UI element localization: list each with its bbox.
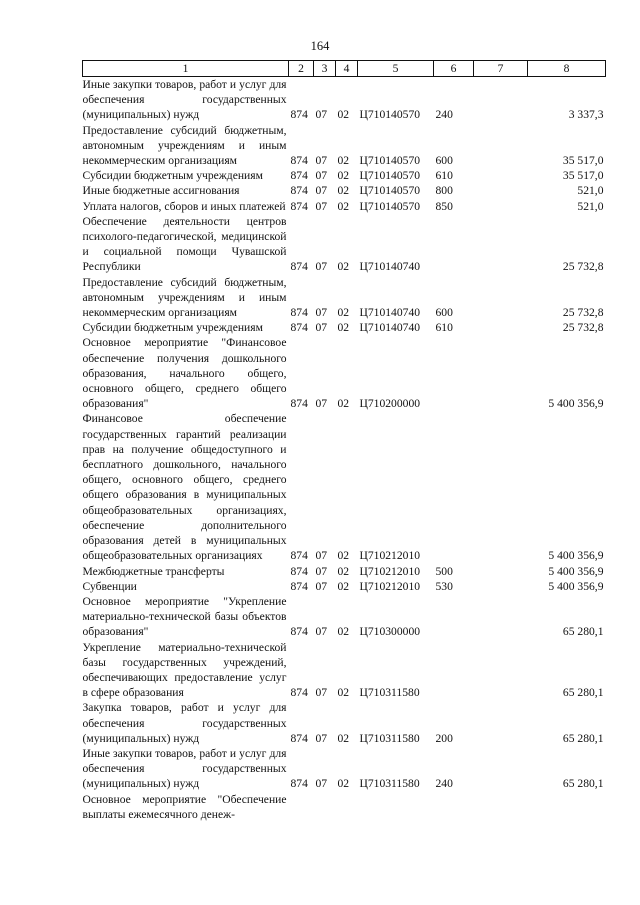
section-code: 07 <box>315 397 328 411</box>
ministry-code: 874 <box>290 154 308 168</box>
ministry-code: 874 <box>290 306 308 320</box>
amount-value <box>528 792 606 822</box>
subsection-code: 02 <box>337 397 350 411</box>
table-row <box>83 579 606 594</box>
subsection-code: 02 <box>337 731 350 745</box>
section-code: 07 <box>315 108 328 122</box>
subsection-code: 02 <box>337 777 350 791</box>
column-7-value <box>474 123 528 169</box>
page-number: 164 <box>310 39 330 53</box>
table-row <box>83 275 606 321</box>
target-article-code: Ц710200000 <box>359 397 421 411</box>
row-name: Субвенции <box>82 579 137 593</box>
row-name: Закупка товаров, работ и услуг для обеспечения государственных (муниципальных) нужд <box>82 701 287 745</box>
row-name: Субсидии бюджетным учреждениям <box>82 321 263 335</box>
column-7-value <box>474 640 528 701</box>
subsection-code: 02 <box>337 549 350 563</box>
table-row <box>83 700 606 746</box>
subsection-code: 02 <box>337 686 350 700</box>
expense-type-code: 610 <box>435 169 453 183</box>
subsection-code: 02 <box>337 306 350 320</box>
ministry-code: 874 <box>290 564 308 578</box>
section-code: 07 <box>315 199 328 213</box>
table-row <box>83 77 606 123</box>
target-article-code: Ц710140570 <box>359 108 421 122</box>
target-article-code: Ц710140570 <box>359 169 421 183</box>
table-row <box>83 411 606 563</box>
table-row <box>83 214 606 275</box>
target-article-code: Ц710140570 <box>359 154 421 168</box>
row-name: Иные закупки товаров, работ и услуг для обеспечения государственных (муниципальных) нужд <box>82 746 287 791</box>
target-article-code: Ц710212010 <box>359 579 421 593</box>
column-header: 3 <box>314 61 336 77</box>
column-7-value <box>474 275 528 321</box>
amount-value: 65 280,1 <box>562 777 604 791</box>
expense-type-code <box>434 214 474 275</box>
ministry-code: 874 <box>290 731 308 745</box>
section-code: 07 <box>315 549 328 563</box>
ministry-code <box>289 792 314 822</box>
amount-value: 3 337,3 <box>568 108 604 122</box>
column-number-row <box>83 61 606 77</box>
row-name: Основное мероприятие "Укрепление материально-технической базы объектов образования" <box>82 594 287 639</box>
column-7-value <box>474 792 528 822</box>
column-header: 8 <box>528 61 606 77</box>
column-7-value <box>474 320 528 335</box>
table-row <box>83 183 606 198</box>
subsection-code: 02 <box>337 154 350 168</box>
expense-type-code: 850 <box>435 199 453 213</box>
ministry-code: 874 <box>290 777 308 791</box>
row-name: Укрепление материально-технической базы государственных учреждений, обеспечивающих предоставление услуг в сфере образования <box>82 640 287 700</box>
expense-type-code: 600 <box>435 154 453 168</box>
section-code: 07 <box>315 184 328 198</box>
amount-value: 25 732,8 <box>562 306 604 320</box>
target-article-code: Ц710140570 <box>359 199 421 213</box>
row-name: Уплата налогов, сборов и иных платежей <box>82 199 286 213</box>
expense-type-code <box>434 594 474 640</box>
column-7-value <box>474 77 528 123</box>
budget-table <box>82 60 606 822</box>
subsection-code: 02 <box>337 199 350 213</box>
target-article-code: Ц710212010 <box>359 564 421 578</box>
expense-type-code: 240 <box>435 777 453 791</box>
section-code: 07 <box>315 579 328 593</box>
row-name: Обеспечение деятельности центров психолого-педагогической, медицинской и социальной помощи Чувашской Республики <box>82 214 287 274</box>
row-name: Предоставление субсидий бюджетным, автономным учреждениям и иным некоммерческим организациям <box>82 275 287 320</box>
column-header: 6 <box>434 61 474 77</box>
target-article-code: Ц710140740 <box>359 260 421 274</box>
column-7-value <box>474 411 528 563</box>
ministry-code: 874 <box>290 549 308 563</box>
subsection-code: 02 <box>337 184 350 198</box>
target-article-code: Ц710311580 <box>359 777 420 791</box>
table-row <box>83 335 606 411</box>
section-code: 07 <box>315 731 328 745</box>
subsection-code: 02 <box>337 321 350 335</box>
amount-value: 521,0 <box>577 184 604 198</box>
section-code: 07 <box>315 260 328 274</box>
subsection-code: 02 <box>337 169 350 183</box>
subsection-code: 02 <box>337 625 350 639</box>
table-row <box>83 123 606 169</box>
expense-type-code: 240 <box>435 108 453 122</box>
subsection-code: 02 <box>337 564 350 578</box>
table-row <box>83 640 606 701</box>
subsection-code: 02 <box>337 579 350 593</box>
amount-value: 5 400 356,9 <box>548 579 604 593</box>
target-article-code: Ц710300000 <box>359 625 421 639</box>
target-article-code: Ц710311580 <box>359 731 420 745</box>
column-7-value <box>474 183 528 198</box>
row-name: Субсидии бюджетным учреждениям <box>82 169 263 183</box>
section-code: 07 <box>315 154 328 168</box>
column-header: 2 <box>289 61 314 77</box>
expense-type-code <box>434 640 474 701</box>
amount-value: 35 517,0 <box>562 154 604 168</box>
column-7-value <box>474 594 528 640</box>
column-7-value <box>474 335 528 411</box>
amount-value: 5 400 356,9 <box>548 564 604 578</box>
row-name: Предоставление субсидий бюджетным, автономным учреждениям и иным некоммерческим организациям <box>82 123 287 168</box>
table-body <box>83 77 606 822</box>
table-header <box>83 61 606 77</box>
amount-value: 521,0 <box>577 199 604 213</box>
row-name: Основное мероприятие "Обеспечение выплаты ежемесячного денеж- <box>82 792 287 821</box>
expense-type-code: 500 <box>435 564 453 578</box>
expense-type-code: 600 <box>435 306 453 320</box>
table-row <box>83 320 606 335</box>
target-article-code: Ц710140740 <box>359 321 421 335</box>
subsection-code: 02 <box>337 260 350 274</box>
section-code <box>314 792 336 822</box>
row-name: Иные закупки товаров, работ и услуг для обеспечения государственных (муниципальных) нужд <box>82 78 287 122</box>
column-7-value <box>474 214 528 275</box>
target-article-code: Ц710311580 <box>359 686 420 700</box>
expense-type-code <box>434 792 474 822</box>
column-7-value <box>474 168 528 183</box>
ministry-code: 874 <box>290 108 308 122</box>
column-7-value <box>474 746 528 792</box>
column-header: 7 <box>474 61 528 77</box>
column-7-value <box>474 564 528 579</box>
amount-value: 5 400 356,9 <box>548 397 604 411</box>
column-header: 4 <box>336 61 358 77</box>
section-code: 07 <box>315 564 328 578</box>
column-header: 5 <box>358 61 434 77</box>
row-name: Иные бюджетные ассигнования <box>82 184 240 198</box>
subsection-code <box>336 792 358 822</box>
table-row <box>83 792 606 822</box>
expense-type-code: 200 <box>435 731 453 745</box>
column-7-value <box>474 199 528 214</box>
ministry-code: 874 <box>290 169 308 183</box>
section-code: 07 <box>315 321 328 335</box>
ministry-code: 874 <box>290 397 308 411</box>
section-code: 07 <box>315 686 328 700</box>
row-name: Основное мероприятие "Финансовое обеспечение получения дошкольного образования, начального общего, основного общего, среднего общего образования" <box>82 336 287 411</box>
expense-type-code <box>434 411 474 563</box>
amount-value: 65 280,1 <box>562 625 604 639</box>
expense-type-code: 530 <box>435 579 453 593</box>
row-name: Финансовое обеспечение государственных гарантий реализации прав на получение общедоступного и бесплатного дошкольного, начального общего, основного общего, среднего общего образования в муниципальных общеобразовательных организациях, обеспечение дополнительного образования детей в муниципальных общеобразовательных организациях <box>82 412 287 563</box>
amount-value: 65 280,1 <box>562 686 604 700</box>
ministry-code: 874 <box>290 184 308 198</box>
ministry-code: 874 <box>290 686 308 700</box>
section-code: 07 <box>315 306 328 320</box>
ministry-code: 874 <box>290 625 308 639</box>
amount-value: 25 732,8 <box>562 321 604 335</box>
target-article-code: Ц710140740 <box>359 306 421 320</box>
expense-type-code: 800 <box>435 184 453 198</box>
expense-type-code: 610 <box>435 321 453 335</box>
section-code: 07 <box>315 625 328 639</box>
ministry-code: 874 <box>290 579 308 593</box>
amount-value: 5 400 356,9 <box>548 549 604 563</box>
column-7-value <box>474 700 528 746</box>
section-code: 07 <box>315 777 328 791</box>
table-row <box>83 594 606 640</box>
amount-value: 25 732,8 <box>562 260 604 274</box>
amount-value: 35 517,0 <box>562 169 604 183</box>
table-row <box>83 746 606 792</box>
target-article-code: Ц710212010 <box>359 549 421 563</box>
row-name: Межбюджетные трансферты <box>82 564 225 578</box>
table-row <box>83 168 606 183</box>
ministry-code: 874 <box>290 260 308 274</box>
table-row <box>83 199 606 214</box>
subsection-code: 02 <box>337 108 350 122</box>
target-article-code <box>358 792 434 822</box>
column-header: 1 <box>83 61 289 77</box>
ministry-code: 874 <box>290 199 308 213</box>
ministry-code: 874 <box>290 321 308 335</box>
amount-value: 65 280,1 <box>562 731 604 745</box>
table-row <box>83 564 606 579</box>
expense-type-code <box>434 335 474 411</box>
target-article-code: Ц710140570 <box>359 184 421 198</box>
column-7-value <box>474 579 528 594</box>
section-code: 07 <box>315 169 328 183</box>
